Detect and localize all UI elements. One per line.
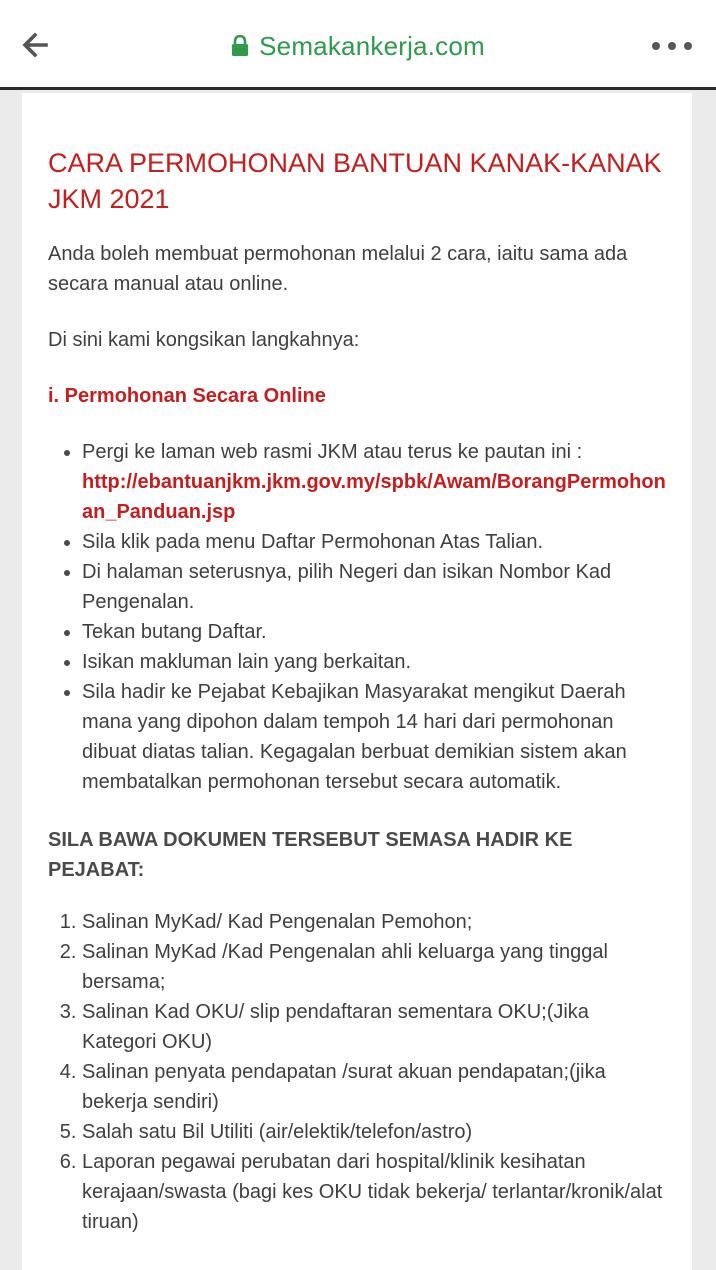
list-item [82,437,666,527]
list-item: • Isikan makluman lain yang berkaitan. [82,647,666,677]
list-item: 3. Salinan Kad OKU/ slip pendaftaran sementara OKU;(Jika Kategori OKU) [82,997,666,1057]
more-options-icon-dot [652,42,660,50]
lock-icon [231,35,249,57]
more-options-icon-dot [684,42,692,50]
article-title: CARA PERMOHONAN BANTUAN KANAK-KANAK JKM 2021 [48,148,662,214]
list-item: • Sila hadir ke Pejabat Kebajikan Masyarakat mengikut Daerah mana yang dipohon dalam tempoh 14 hari dari permohonan dibuat diatas talian. Kegagalan berbuat demikian sistem akan membatalkan permohonan tersebut secara automatik. [82,677,666,797]
intro-paragraph: Anda boleh membuat permohonan melalui 2 cara, iaitu sama ada secara manual atau online. [48,243,628,295]
address-bar[interactable] [0,28,716,64]
steps-intro-paragraph: Di sini kami kongsikan langkahnya: [48,329,360,351]
list-item: • Di halaman seterusnya, pilih Negeri dan isikan Nombor Kad Pengenalan. [82,557,666,617]
url-text: Semakankerja.com [259,30,485,61]
list-item: 1. Salinan MyKad/ Kad Pengenalan Pemohon; [82,907,666,937]
browser-toolbar [0,0,716,90]
list-item: • Sila klik pada menu Daftar Permohonan Atas Talian. [82,527,666,557]
documents-list [48,907,666,1237]
documents-heading: SILA BAWA DOKUMEN TERSEBUT SEMASA HADIR KE PEJABAT: [48,829,573,881]
online-steps-list [48,437,666,797]
more-options-icon-dot [668,42,676,50]
list-item: 4. Salinan penyata pendapatan /surat akuan pendapatan;(jika bekerja sendiri) [82,1057,666,1117]
article-card [22,93,692,1270]
more-options-button[interactable] [652,38,692,54]
list-item: 5. Salah satu Bil Utiliti (air/elektik/telefon/astro) [82,1117,666,1147]
list-item: 6. Laporan pegawai perubatan dari hospital/klinik kesihatan kerajaan/swasta (bagi kes OKU tidak bekerja/ terlantar/kronik/alat tiruan) [82,1147,666,1237]
list-item: 2. Salinan MyKad /Kad Pengenalan ahli keluarga yang tinggal bersama; [82,937,666,997]
jkm-application-link[interactable]: http://ebantuanjkm.jkm.gov.my/spbk/Awam/BorangPermohonan_Panduan.jsp [82,471,666,523]
list-item: • Tekan butang Daftar. [82,617,666,647]
step-text: Pergi ke laman web rasmi JKM atau terus ke pautan ini : [82,441,583,463]
online-section-heading: i. Permohonan Secara Online [48,385,326,407]
